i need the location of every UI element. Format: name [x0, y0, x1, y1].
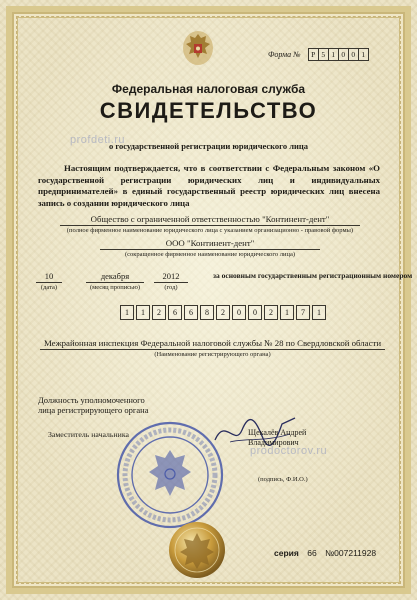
ogrn-digit: 6: [168, 305, 182, 320]
ogrn-digit: 1: [120, 305, 134, 320]
series-code: 66: [307, 548, 317, 558]
signatory-label-line: Должность уполномоченного: [38, 395, 145, 405]
ogrn-caption: за основным государственным регистрационным номером: [213, 271, 413, 280]
ogrn-digit: 7: [296, 305, 310, 320]
ogrn-digit: 1: [312, 305, 326, 320]
ogrn-digit: 8: [200, 305, 214, 320]
document-subtitle: о государственной регистрации юридического лица: [108, 141, 309, 151]
signatory-name-line: Щекалёв Андрей: [248, 428, 307, 437]
form-cell: 0: [338, 48, 349, 61]
date-day-block: [36, 271, 62, 291]
form-cell: 1: [358, 48, 369, 61]
ogrn-digit: 6: [184, 305, 198, 320]
form-number-cells: [309, 48, 369, 61]
form-cell: 1: [328, 48, 339, 61]
document-title: СВИДЕТЕЛЬСТВО: [99, 98, 318, 123]
watermark-top: profdeti.ru: [70, 134, 126, 146]
coat-of-arms-emblem-icon: [182, 28, 214, 66]
form-cell: 0: [348, 48, 359, 61]
signature-hint: (подпись, Ф.И.О.): [258, 476, 308, 483]
date-year-hint: (год): [164, 284, 178, 291]
ogrn-digit: 2: [152, 305, 166, 320]
date-year: 2012: [154, 271, 188, 283]
series-label: серия: [274, 548, 299, 558]
signatory-position: Заместитель начальника: [48, 430, 129, 439]
series-number: №007211928: [325, 548, 377, 558]
issuing-service: Федеральная налоговая служба: [111, 82, 306, 96]
entity-full-name: Общество с ограниченной ответственностью "Континент-дент": [60, 214, 360, 226]
form-cell: 5: [318, 48, 329, 61]
date-year-block: [154, 271, 188, 291]
hologram-seal-icon: [168, 521, 226, 579]
entity-short-name: ООО "Континент-дент": [100, 238, 320, 250]
confirmation-paragraph: Настоящим подтверждается, что в соответствии с Федеральным законом «О государственной регистрации юридических лиц и индивидуальных предпринимателей» в единый государственный реестр юридических лиц внесена запись о создании юридического лица: [38, 163, 380, 208]
watermark-bottom: prodoctorov.ru: [250, 445, 328, 457]
entity-full-name-hint: (полное фирменное наименование юридического лица с указанием организационно - правовой формы): [66, 227, 354, 234]
date-day: 10: [36, 271, 62, 283]
form-number: [268, 48, 369, 61]
ogrn-number-cells: [118, 305, 326, 320]
full-name-block: [60, 214, 360, 234]
date-month: декабря: [86, 271, 144, 283]
date-day-hint: (дата): [40, 284, 58, 291]
ogrn-digit: 1: [280, 305, 294, 320]
official-seal-stamp: [115, 420, 225, 530]
authority-hint: (Наименование регистрирующего органа): [154, 351, 271, 358]
form-cell: Р: [308, 48, 319, 61]
entity-short-name-hint: (сокращенное фирменное наименование юридического лица): [124, 251, 296, 258]
ogrn-digit: 2: [264, 305, 278, 320]
ogrn-digit: 0: [232, 305, 246, 320]
date-month-hint: (месяц прописью): [89, 284, 141, 291]
ogrn-digit: 1: [136, 305, 150, 320]
ogrn-digit: 0: [248, 305, 262, 320]
date-month-block: [86, 271, 144, 291]
signatory-name-line: Владимирович: [248, 438, 299, 447]
certificate-series: [274, 548, 376, 558]
authority-name: Межрайонная инспекция Федеральной налоговой службы № 28 по Свердловской области: [40, 338, 385, 350]
signatory-label-line: лица регистрирующего органа: [38, 405, 149, 415]
short-name-block: [100, 238, 320, 258]
form-label: Форма №: [268, 50, 301, 59]
registration-date-row: [36, 271, 413, 301]
authority-block: [40, 338, 385, 358]
signatory-label: [38, 395, 168, 415]
ogrn-digit: 2: [216, 305, 230, 320]
